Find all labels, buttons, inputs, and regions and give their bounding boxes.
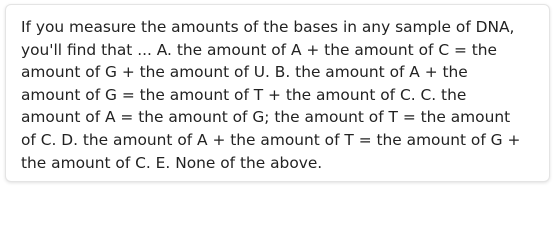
question-text xyxy=(21,16,533,174)
question-line: amount of G = the amount of T + the amount of C. C. the xyxy=(21,85,467,104)
question-line: you'll find that ... A. the amount of A + the amount of C = the xyxy=(21,40,498,59)
question-line: of C. D. the amount of A + the amount of T = the amount of G + xyxy=(21,130,521,149)
question-line: If you measure the amounts of the bases in any sample of DNA, xyxy=(21,18,515,36)
question-line: amount of A = the amount of G; the amount of T = the amount xyxy=(21,108,511,127)
question-line: amount of G + the amount of U. B. the amount of A + the xyxy=(21,63,468,82)
question-line: the amount of C. E. None of the above. xyxy=(21,153,323,172)
